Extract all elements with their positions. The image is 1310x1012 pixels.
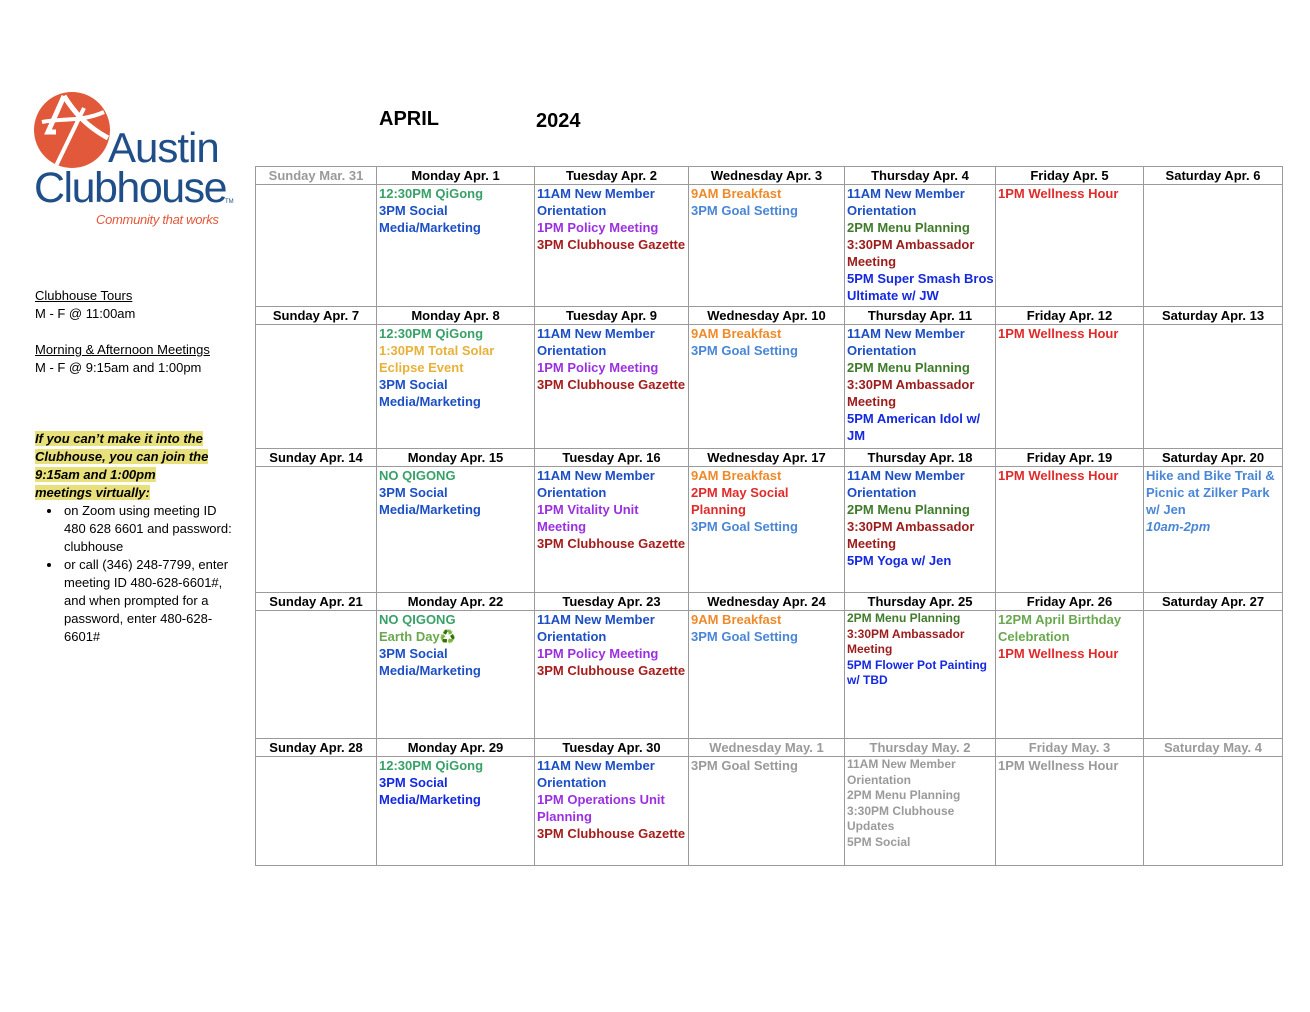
calendar-event: 3PM Clubhouse Gazette: [537, 536, 686, 551]
calendar-header-row: [256, 167, 1283, 185]
day-cell-sat: [1144, 611, 1283, 739]
day-header-sat: Saturday Apr. 13: [1144, 307, 1283, 325]
virtual-note: [35, 430, 215, 502]
day-cell-mon: [377, 611, 535, 739]
calendar-event: 1PM Wellness Hour: [998, 468, 1119, 483]
day-cell-tue: [535, 757, 689, 866]
day-header-sun: Sunday Mar. 31: [256, 167, 377, 185]
calendar-event: 2PM Menu Planning: [847, 611, 961, 625]
day-cell-mon: [377, 757, 535, 866]
day-cell-fri: [996, 611, 1144, 739]
calendar-event: 3:30PM Ambassador Meeting: [847, 519, 975, 551]
calendar-event: 3PM Clubhouse Gazette: [537, 377, 686, 392]
day-header-tue: Tuesday Apr. 9: [535, 307, 689, 325]
calendar-header-row: [256, 307, 1283, 325]
calendar-event: 2PM Menu Planning: [847, 788, 961, 802]
calendar-event: NO QIGONG: [379, 612, 456, 627]
day-header-tue: Tuesday Apr. 23: [535, 593, 689, 611]
calendar-event: 11AM New Member Orientation: [847, 468, 965, 500]
day-cell-thu: [845, 467, 996, 593]
day-cell-thu: [845, 757, 996, 866]
day-header-sat: Saturday Apr. 20: [1144, 449, 1283, 467]
calendar-event: 5PM Super Smash Bros Ultimate w/ JW: [847, 271, 994, 303]
day-header-sun: Sunday Apr. 28: [256, 739, 377, 757]
calendar-event: 3:30PM Ambassador Meeting: [847, 237, 975, 269]
calendar-event: 2PM Menu Planning: [847, 502, 970, 517]
day-cell-wed: [689, 611, 845, 739]
calendar-event: 3:30PM Ambassador Meeting: [847, 377, 975, 409]
calendar-event: 5PM Yoga w/ Jen: [847, 553, 952, 568]
calendar-event: 5PM Social: [847, 834, 911, 849]
calendar-event: 3:30PM Clubhouse Updates: [847, 803, 955, 833]
calendar-event: 1PM Wellness Hour: [998, 186, 1119, 201]
logo-tagline: Community that works: [96, 212, 219, 227]
day-header-sun: Sunday Apr. 21: [256, 593, 377, 611]
calendar-event: 12:30PM QiGong: [379, 326, 484, 341]
day-cell-sun: [256, 611, 377, 739]
day-header-wed: Wednesday May. 1: [689, 739, 845, 757]
day-cell-tue: [535, 325, 689, 449]
calendar-event: 3PM Clubhouse Gazette: [537, 663, 686, 678]
calendar-event: 1PM Operations Unit Planning: [537, 792, 665, 824]
day-cell-tue: [535, 467, 689, 593]
calendar-event: 3PM Clubhouse Gazette: [537, 237, 686, 252]
day-cell-sun: [256, 185, 377, 307]
day-cell-sun: [256, 757, 377, 866]
calendar-event: 3PM Social Media/Marketing: [379, 203, 481, 235]
day-cell-wed: [689, 757, 845, 866]
day-cell-thu: [845, 325, 996, 449]
calendar-event: 3:30PM Ambassador Meeting: [847, 626, 965, 656]
calendar-event: 11AM New Member Orientation: [537, 326, 655, 358]
day-header-thu: Thursday Apr. 4: [845, 167, 996, 185]
tours-time: M - F @ 11:00am: [35, 306, 136, 321]
virtual-note-text: If you can’t make it into the Clubhouse, you can join the 9:15am and 1:00pm meetings virtually:: [35, 431, 209, 500]
calendar-header-row: [256, 739, 1283, 757]
day-header-thu: Thursday May. 2: [845, 739, 996, 757]
day-cell-mon: [377, 325, 535, 449]
calendar-event: 1PM Policy Meeting: [537, 360, 659, 375]
meetings-time: M - F @ 9:15am and 1:00pm: [35, 360, 202, 375]
day-cell-fri: [996, 185, 1144, 307]
calendar-week-row: [256, 185, 1283, 307]
calendar-event: 1:30PM Total Solar Eclipse Event: [379, 343, 495, 375]
day-header-wed: Wednesday Apr. 10: [689, 307, 845, 325]
day-header-fri: Friday Apr. 26: [996, 593, 1144, 611]
calendar-event: 9AM Breakfast: [691, 468, 782, 483]
calendar-event: 2PM Menu Planning: [847, 220, 970, 235]
meetings-section: [35, 341, 210, 377]
calendar-event: 11AM New Member Orientation: [537, 612, 655, 644]
day-header-wed: Wednesday Apr. 17: [689, 449, 845, 467]
calendar-year: 2024: [536, 110, 581, 132]
calendar-event: 3PM Goal Setting: [691, 758, 798, 773]
calendar-event: 5PM American Idol w/ JM: [847, 411, 981, 443]
day-cell-wed: [689, 325, 845, 449]
logo-clubhouse-text: Clubhouse: [34, 164, 227, 212]
calendar-event: 1PM Wellness Hour: [998, 758, 1119, 773]
calendar-event: 3PM Social Media/Marketing: [379, 485, 481, 517]
calendar-event: 3PM Social Media/Marketing: [379, 646, 481, 678]
calendar-event: 5PM Flower Pot Painting w/ TBD: [847, 657, 988, 687]
day-header-fri: Friday May. 3: [996, 739, 1144, 757]
calendar-event: Hike and Bike Trail & Picnic at Zilker Park w/ Jen: [1146, 468, 1275, 517]
day-cell-sun: [256, 325, 377, 449]
day-cell-sun: [256, 467, 377, 593]
calendar-event: 12PM April Birthday Celebration: [998, 612, 1122, 644]
calendar-event: 1PM Policy Meeting: [537, 646, 659, 661]
austin-clubhouse-logo: [34, 92, 244, 232]
calendar-event: 10am-2pm: [1146, 519, 1211, 534]
day-cell-wed: [689, 467, 845, 593]
logo-trademark: TM: [225, 199, 234, 205]
day-header-thu: Thursday Apr. 11: [845, 307, 996, 325]
day-header-thu: Thursday Apr. 18: [845, 449, 996, 467]
day-header-mon: Monday Apr. 1: [377, 167, 535, 185]
calendar-week-row: [256, 757, 1283, 866]
day-header-sun: Sunday Apr. 7: [256, 307, 377, 325]
calendar-event: 3PM Clubhouse Gazette: [537, 826, 686, 841]
calendar-header-row: [256, 593, 1283, 611]
calendar-event: 11AM New Member Orientation: [847, 186, 965, 218]
calendar-event: 1PM Policy Meeting: [537, 220, 659, 235]
day-header-sat: Saturday May. 4: [1144, 739, 1283, 757]
calendar-event: NO QIGONG: [379, 468, 456, 483]
phone-option: • or call (346) 248-7799, enter meeting ID 480-628-6601#, and when prompted for a password, enter 480-628-6601#: [62, 556, 240, 646]
calendar-event: 11AM New Member Orientation: [847, 757, 956, 787]
day-header-wed: Wednesday Apr. 3: [689, 167, 845, 185]
calendar-event: 1PM Wellness Hour: [998, 326, 1119, 341]
calendar-header-row: [256, 449, 1283, 467]
day-cell-tue: [535, 611, 689, 739]
day-cell-sat: [1144, 185, 1283, 307]
calendar-event: 3PM Goal Setting: [691, 519, 798, 534]
day-cell-fri: [996, 467, 1144, 593]
calendar-event: 9AM Breakfast: [691, 186, 782, 201]
day-cell-tue: [535, 185, 689, 307]
calendar-grid: [255, 166, 1283, 866]
day-cell-thu: [845, 611, 996, 739]
virtual-options-list: [40, 502, 240, 646]
calendar-event: 9AM Breakfast: [691, 612, 782, 627]
day-cell-thu: [845, 185, 996, 307]
calendar-event: 11AM New Member Orientation: [847, 326, 965, 358]
calendar-week-row: [256, 611, 1283, 739]
day-cell-sat: [1144, 467, 1283, 593]
day-header-fri: Friday Apr. 12: [996, 307, 1144, 325]
logo-emblem-icon: [34, 92, 110, 168]
tours-section: [35, 287, 135, 323]
day-header-sun: Sunday Apr. 14: [256, 449, 377, 467]
day-header-tue: Tuesday Apr. 16: [535, 449, 689, 467]
calendar-event: 3PM Goal Setting: [691, 343, 798, 358]
calendar-event: 1PM Vitality Unit Meeting: [537, 502, 639, 534]
calendar-event: 3PM Social Media/Marketing: [379, 377, 481, 409]
zoom-option: • on Zoom using meeting ID 480 628 6601 and password: clubhouse: [62, 502, 240, 556]
calendar-week-row: [256, 325, 1283, 449]
calendar-week-row: [256, 467, 1283, 593]
logo-austin-text: Austin: [108, 124, 219, 171]
calendar-event: Earth Day♻️: [379, 629, 456, 644]
day-cell-wed: [689, 185, 845, 307]
tours-heading: Clubhouse Tours: [35, 288, 133, 303]
calendar-event: 11AM New Member Orientation: [537, 758, 655, 790]
day-cell-sat: [1144, 757, 1283, 866]
day-cell-fri: [996, 757, 1144, 866]
day-header-tue: Tuesday Apr. 30: [535, 739, 689, 757]
calendar-event: 12:30PM QiGong: [379, 186, 484, 201]
day-header-mon: Monday Apr. 29: [377, 739, 535, 757]
day-header-mon: Monday Apr. 22: [377, 593, 535, 611]
day-header-wed: Wednesday Apr. 24: [689, 593, 845, 611]
calendar-event: 3PM Goal Setting: [691, 203, 798, 218]
day-cell-mon: [377, 185, 535, 307]
calendar-event: 9AM Breakfast: [691, 326, 782, 341]
day-header-sat: Saturday Apr. 27: [1144, 593, 1283, 611]
calendar-event: 11AM New Member Orientation: [537, 468, 655, 500]
calendar-event: 3PM Goal Setting: [691, 629, 798, 644]
calendar-event: 12:30PM QiGong: [379, 758, 484, 773]
calendar-event: 2PM Menu Planning: [847, 360, 970, 375]
calendar-event: 3PM Social Media/Marketing: [379, 775, 481, 807]
day-cell-sat: [1144, 325, 1283, 449]
day-header-mon: Monday Apr. 8: [377, 307, 535, 325]
calendar-event: 1PM Wellness Hour: [998, 646, 1119, 661]
day-header-sat: Saturday Apr. 6: [1144, 167, 1283, 185]
day-cell-mon: [377, 467, 535, 593]
day-header-tue: Tuesday Apr. 2: [535, 167, 689, 185]
day-header-fri: Friday Apr. 19: [996, 449, 1144, 467]
day-header-thu: Thursday Apr. 25: [845, 593, 996, 611]
day-header-mon: Monday Apr. 15: [377, 449, 535, 467]
meetings-heading: Morning & Afternoon Meetings: [35, 342, 210, 357]
calendar-event: 2PM May Social Planning: [691, 485, 789, 517]
calendar-month: APRIL: [379, 108, 439, 130]
day-header-fri: Friday Apr. 5: [996, 167, 1144, 185]
day-cell-fri: [996, 325, 1144, 449]
calendar-event: 11AM New Member Orientation: [537, 186, 655, 218]
